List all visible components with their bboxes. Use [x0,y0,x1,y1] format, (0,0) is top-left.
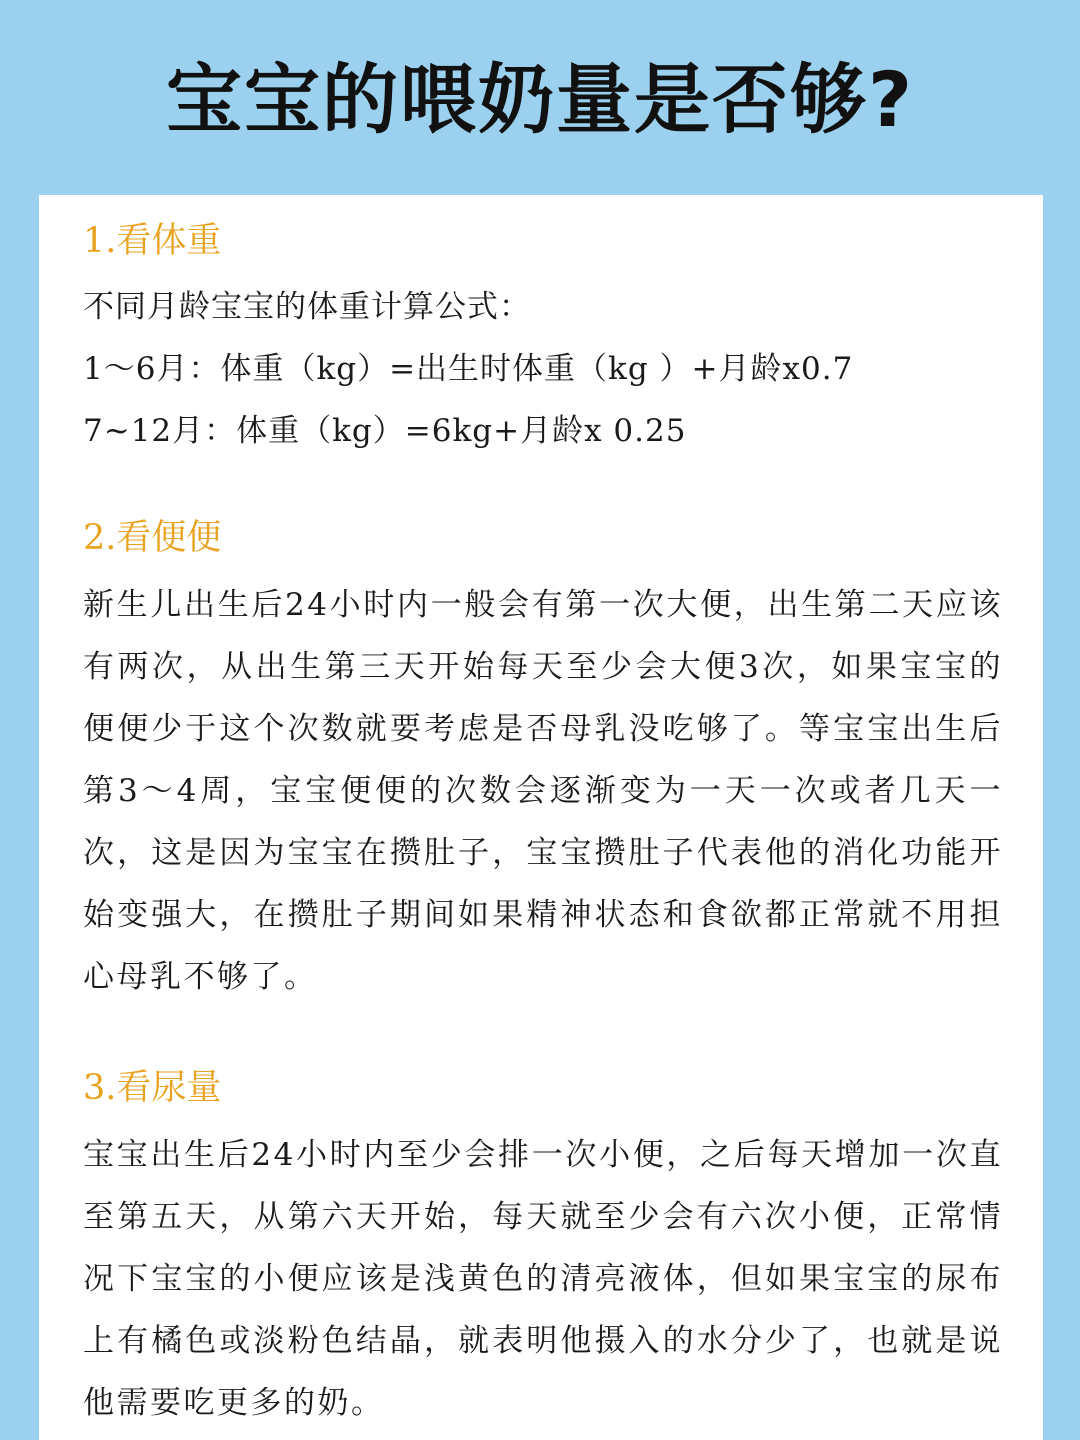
section-heading-urine: 3.看尿量 [83,1068,222,1108]
content-card [39,195,1043,1440]
section-heading-weight: 1.看体重 [83,221,222,261]
page-title: 宝宝的喂奶量是否够? [165,55,915,144]
stool-paragraph: 新生儿出生后24小时内一般会有第一次大便，出生第二天应该有两次，从出生第三天开始每天至少会大便3次，如果宝宝的便便少于这个次数就要考虑是否母乳没吃够了。等宝宝出生后第3～4周，宝宝便便的次数会逐渐变为一天一次或者几天一次，这是因为宝宝在攒肚子，宝宝攒肚子代表他的消化功能开始变强大，在攒肚子期间如果精神状态和食欲都正常就不用担心母乳不够了。 [83,587,1003,995]
section-weight [83,217,1003,462]
section-urine [83,1064,1003,1434]
urine-paragraph: 宝宝出生后24小时内至少会排一次小便，之后每天增加一次直至第五天，从第六天开始，每天就至少会有六次小便，正常情况下宝宝的小便应该是浅黄色的清亮液体，但如果宝宝的尿布上有橘色或淡粉色结晶，就表明他摄入的水分少了，也就是说他需要吃更多的奶。 [83,1137,1003,1421]
formula-1-6-months: 1～6月：体重（kg）=出生时体重（kg ）+月龄x0.7 [83,351,854,387]
section-heading-stool: 2.看便便 [83,518,222,558]
formula-intro: 不同月龄宝宝的体重计算公式： [83,289,531,325]
section-stool [83,514,1003,1008]
weight-formula-lines [83,276,1003,462]
formula-7-12-months: 7~12月：体重（kg）=6kg+月龄x 0.25 [83,413,687,449]
